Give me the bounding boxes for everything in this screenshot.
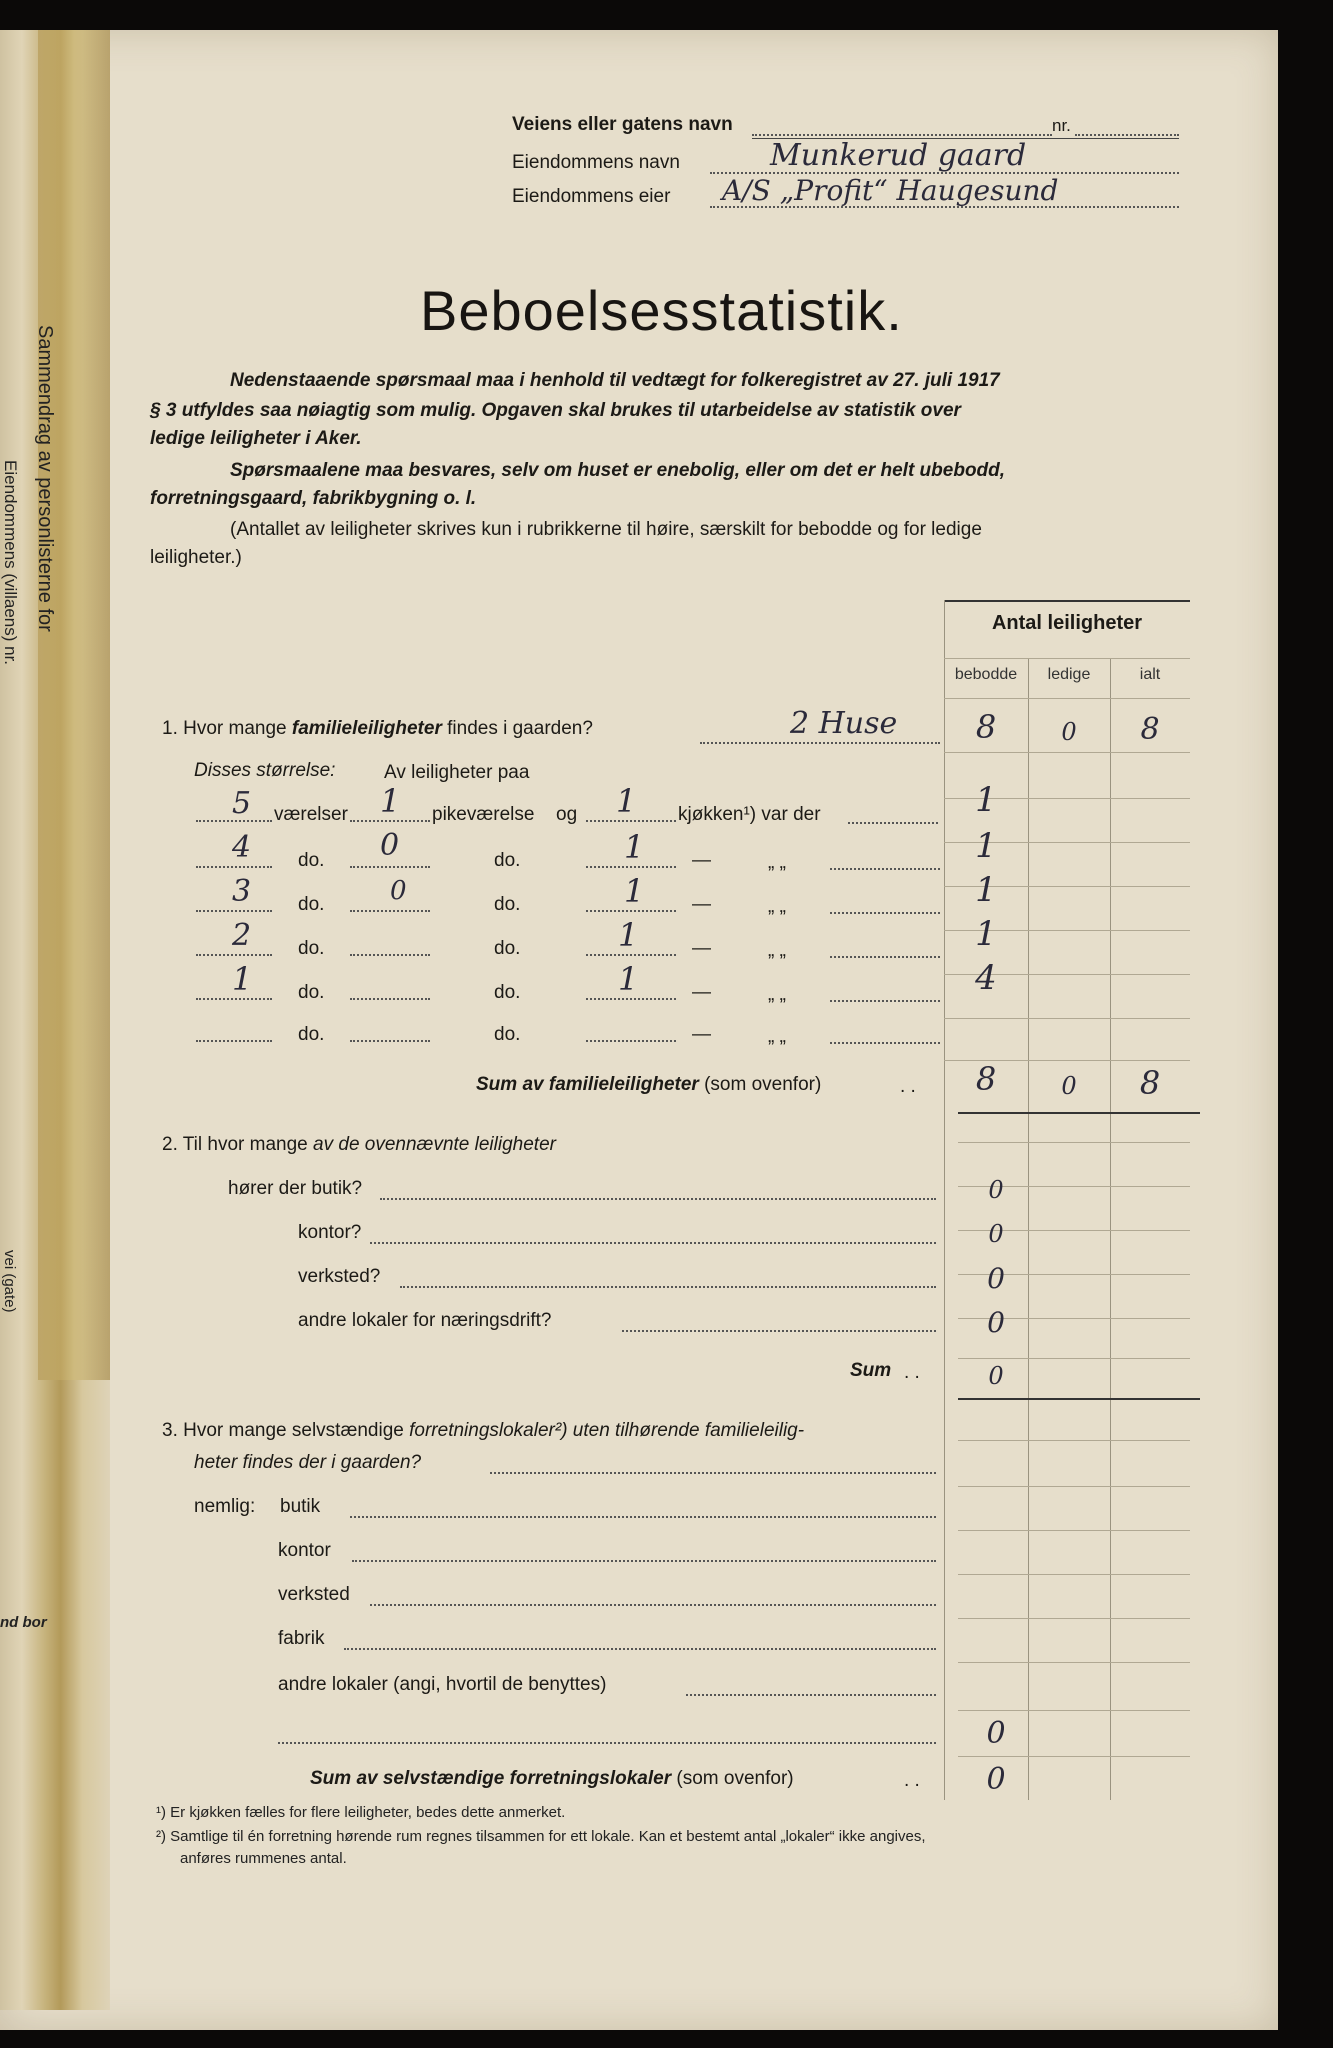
q3-item-kontor: kontor — [278, 1540, 331, 1561]
footnote-3: anføres rummenes antal. — [180, 1850, 347, 1867]
intro-line-6: (Antallet av leiligheter skrives kun i rubrikkerne til høire, særskilt for bebodde og for ledige — [230, 519, 982, 540]
col-bebodde: bebodde — [954, 666, 1018, 683]
col-ialt: ialt — [1139, 666, 1161, 683]
spine-summary-label: Sammendrag av personlisterne for — [34, 325, 56, 632]
q2-item-kontor: kontor? — [298, 1222, 362, 1243]
intro-line-5: forretningsgaard, fabrikbygning o. l. — [150, 488, 477, 509]
q2-andre-value: 0 — [987, 1306, 1005, 1339]
q1-question: 1. Hvor mange familieleiligheter findes i gaarden? — [162, 718, 593, 739]
sizes-of-label: Av leiligheter paa — [384, 762, 530, 783]
q2-sum-value: 0 — [988, 1362, 1004, 1390]
q2-kontor-value: 0 — [988, 1220, 1004, 1248]
spine-property-label: Eiendommens (villaens) nr. — [1, 460, 20, 666]
col-ledige: ledige — [1047, 666, 1091, 683]
property-name-value: Munkerud gaard — [770, 138, 1027, 173]
table-title: Antal leiligheter — [991, 612, 1143, 634]
q3-blank-value: 0 — [986, 1716, 1006, 1751]
sizes-label: Disses størrelse: — [194, 760, 336, 781]
property-name-label: Eiendommens navn — [512, 152, 680, 173]
q1-ialt: 8 — [1140, 712, 1160, 747]
q2-item-andre: andre lokaler for næringsdrift? — [298, 1310, 552, 1331]
binding-tape — [38, 30, 110, 1380]
q3-sum-label: Sum av selvstændige forretningslokaler (som ovenfor) — [310, 1768, 794, 1789]
q1-ledige: 0 — [1061, 718, 1077, 746]
q2-item-butik: hører der butik? — [228, 1178, 363, 1199]
q3-item-fabrik: fabrik — [278, 1628, 325, 1649]
owner-value: A/S „Profit“ Haugesund — [722, 174, 1059, 207]
q1-sum-bebodde: 8 — [975, 1060, 997, 1098]
q2-verksted-value: 0 — [987, 1262, 1005, 1295]
intro-line-2: § 3 utfyldes saa nøiagtig som mulig. Opgaven skal brukes til utarbeidelse av statistik over — [150, 400, 961, 421]
intro-line-7: leiligheter.) — [150, 547, 242, 568]
page-title: Beboelsesstatistik. — [420, 279, 903, 342]
q1-bebodde: 8 — [975, 708, 997, 746]
q3-question-cont: heter findes der i gaarden? — [194, 1452, 422, 1473]
q3-sum-value: 0 — [986, 1762, 1006, 1797]
q1-sum-ledige: 0 — [1061, 1072, 1077, 1100]
street-nr-label: nr. — [1052, 116, 1071, 135]
owner-label: Eiendommens eier — [512, 186, 671, 207]
street-label: Veiens eller gatens navn — [512, 114, 733, 135]
q2-question: 2. Til hvor mange av de ovennævnte leiligheter — [162, 1134, 556, 1155]
footnote-2: ²) Samtlige til én forretning hørende rum regnes tilsammen for ett lokale. Kan et bestemt antal „lokaler“ ikke angives, — [156, 1828, 926, 1845]
intro-line-1: Nedenstaaende spørsmaal maa i henhold til vedtægt for folkeregistret av 27. juli 1917 — [230, 370, 1000, 391]
q1-sum-ialt: 8 — [1139, 1064, 1161, 1102]
spine-street-label: vei (gate) — [1, 1250, 18, 1313]
q3-item-andre: andre lokaler (angi, hvortil de benyttes) — [278, 1674, 607, 1695]
q2-butik-value: 0 — [988, 1176, 1004, 1204]
intro-line-3: ledige leiligheter i Aker. — [150, 428, 362, 449]
q1-sum-label: Sum av familieleiligheter (som ovenfor) — [476, 1074, 822, 1095]
q3-question: 3. Hvor mange selvstændige forretningslokaler²) uten tilhørende familieleilig- — [162, 1420, 805, 1441]
q3-item-butik: butik — [280, 1496, 321, 1517]
intro-line-4: Spørsmaalene maa besvares, selv om huset er enebolig, eller om det er helt ubebodd, — [230, 460, 1006, 481]
q3-item-verksted: verksted — [278, 1584, 350, 1605]
q2-sum-label: Sum — [850, 1360, 892, 1381]
spine-fragment: nd bor — [0, 1614, 47, 1631]
footnote-1: ¹) Er kjøkken fælles for flere leiligheter, bedes dette anmerket. — [156, 1804, 566, 1821]
q3-nemlig: nemlig: — [194, 1496, 256, 1517]
q1-handwritten-note: 2 Huse — [790, 706, 898, 741]
q2-item-verksted: verksted? — [298, 1266, 381, 1287]
